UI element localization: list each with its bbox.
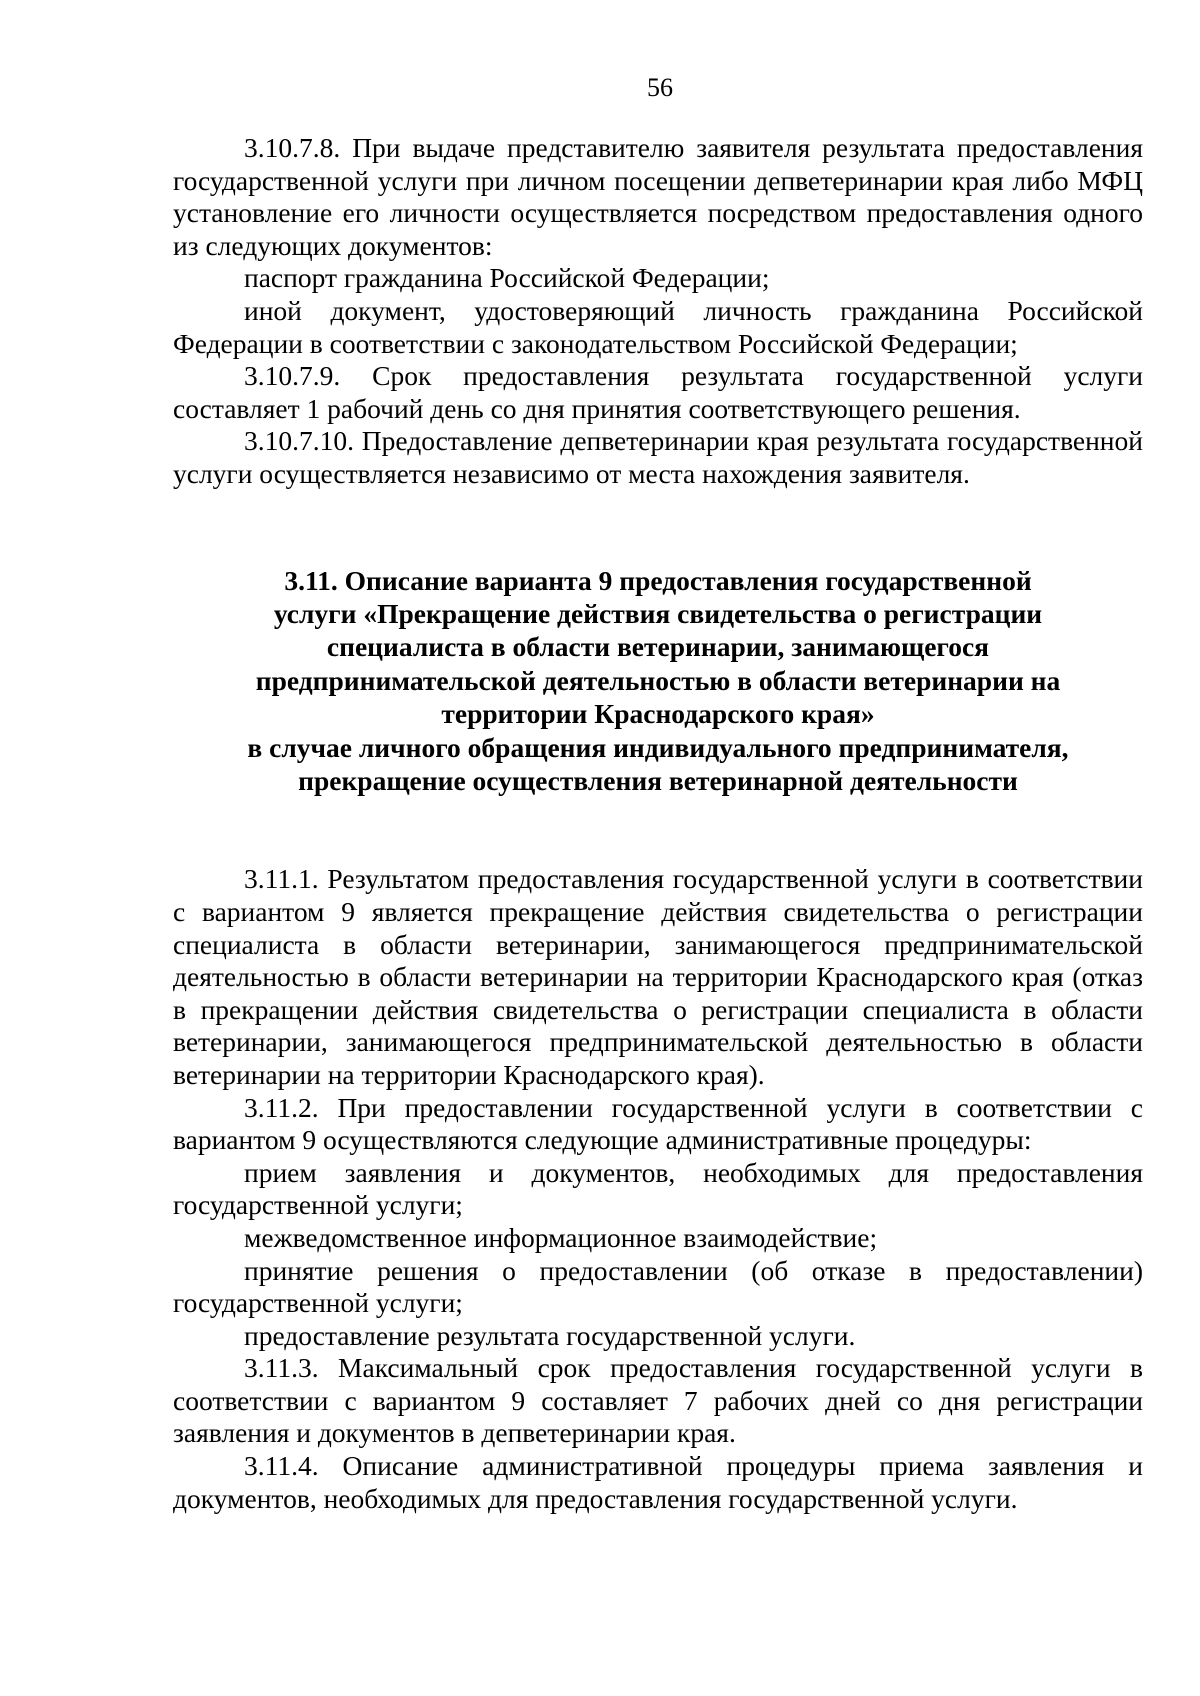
paragraph-3-11-2: 3.11.2. При предоставлении государственной услуги в соответствии с вариантом 9 осуществляются следующие административные процедуры: [173,1091,1143,1156]
paragraph-3-11-3: 3.11.3. Максимальный срок предоставления государственной услуги в соответствии с вариантом 9 составляет 7 рабочих дней со дня регистрации заявления и документов в депветеринарии края. [173,1352,1143,1449]
list-item-procedure: прием заявления и документов, необходимых для предоставления государственной услуги; [173,1156,1143,1221]
paragraph-3-10-7-9: 3.10.7.9. Срок предоставления результата государственной услуги составляет 1 рабочий день со дня принятия соответствующего решения. [173,360,1143,424]
list-item-other-document: иной документ, удостоверяющий личность гражданина Российской Федерации в соответствии с законодательством Российской Федерации; [173,294,1143,359]
list-item-passport: паспорт гражданина Российской Федерации; [244,262,770,294]
paragraph-3-10-7-10: 3.10.7.10. Предоставление депветеринарии края результата государственной услуги осуществляется независимо от места нахождения заявителя. [173,425,1143,489]
heading-line: в случае личного обращения индивидуального предпринимателя, [247,731,1069,763]
page-number: 56 [647,73,673,102]
heading-line: 3.11. Описание варианта 9 предоставления государственной [284,564,1032,596]
heading-line: специалиста в области ветеринарии, занимающегося [326,631,990,663]
heading-line: предпринимательской деятельностью в области ветеринарии на [255,664,1061,696]
list-item-procedure: межведомственное информационное взаимодействие; [244,1221,878,1253]
heading-line: прекращение осуществления ветеринарной деятельности [298,764,1018,796]
document-body [173,132,1143,1515]
list-item-procedure: предоставление результата государственной услуги. [244,1319,856,1351]
spacer [173,797,1143,863]
heading-line: услуги «Прекращение действия свидетельства о регистрации [273,597,1043,629]
heading-line: территории Краснодарского края» [441,698,875,730]
paragraph-3-10-7-8: 3.10.7.8. При выдаче представителю заявителя результата предоставления государственной услуги при личном посещении депветеринарии края либо МФЦ установление его личности осуществляется посредством предоставления одного из следующих документов: [173,132,1143,261]
list-item-procedure: принятие решения о предоставлении (об отказе в предоставлении) государственной услуги; [173,1254,1143,1319]
spacer [173,491,1143,564]
paragraph-3-11-4: 3.11.4. Описание административной процедуры приема заявления и документов, необходимых для предоставления государственной услуги. [173,1450,1143,1514]
section-heading [173,564,1143,798]
paragraph-3-11-1: 3.11.1. Результатом предоставления государственной услуги в соответствии с вариантом 9 является прекращение действия свидетельства о регистрации специалиста в области ветеринарии, занимающегося предпринимательской деятельностью в области ветеринарии на территории Краснодарского края (отказ в прекращении действия свидетельства о регистрации специалиста в области ветеринарии, занимающегося предпринимательской деятельностью в области ветеринарии на территории Краснодарского края). [173,863,1143,1090]
